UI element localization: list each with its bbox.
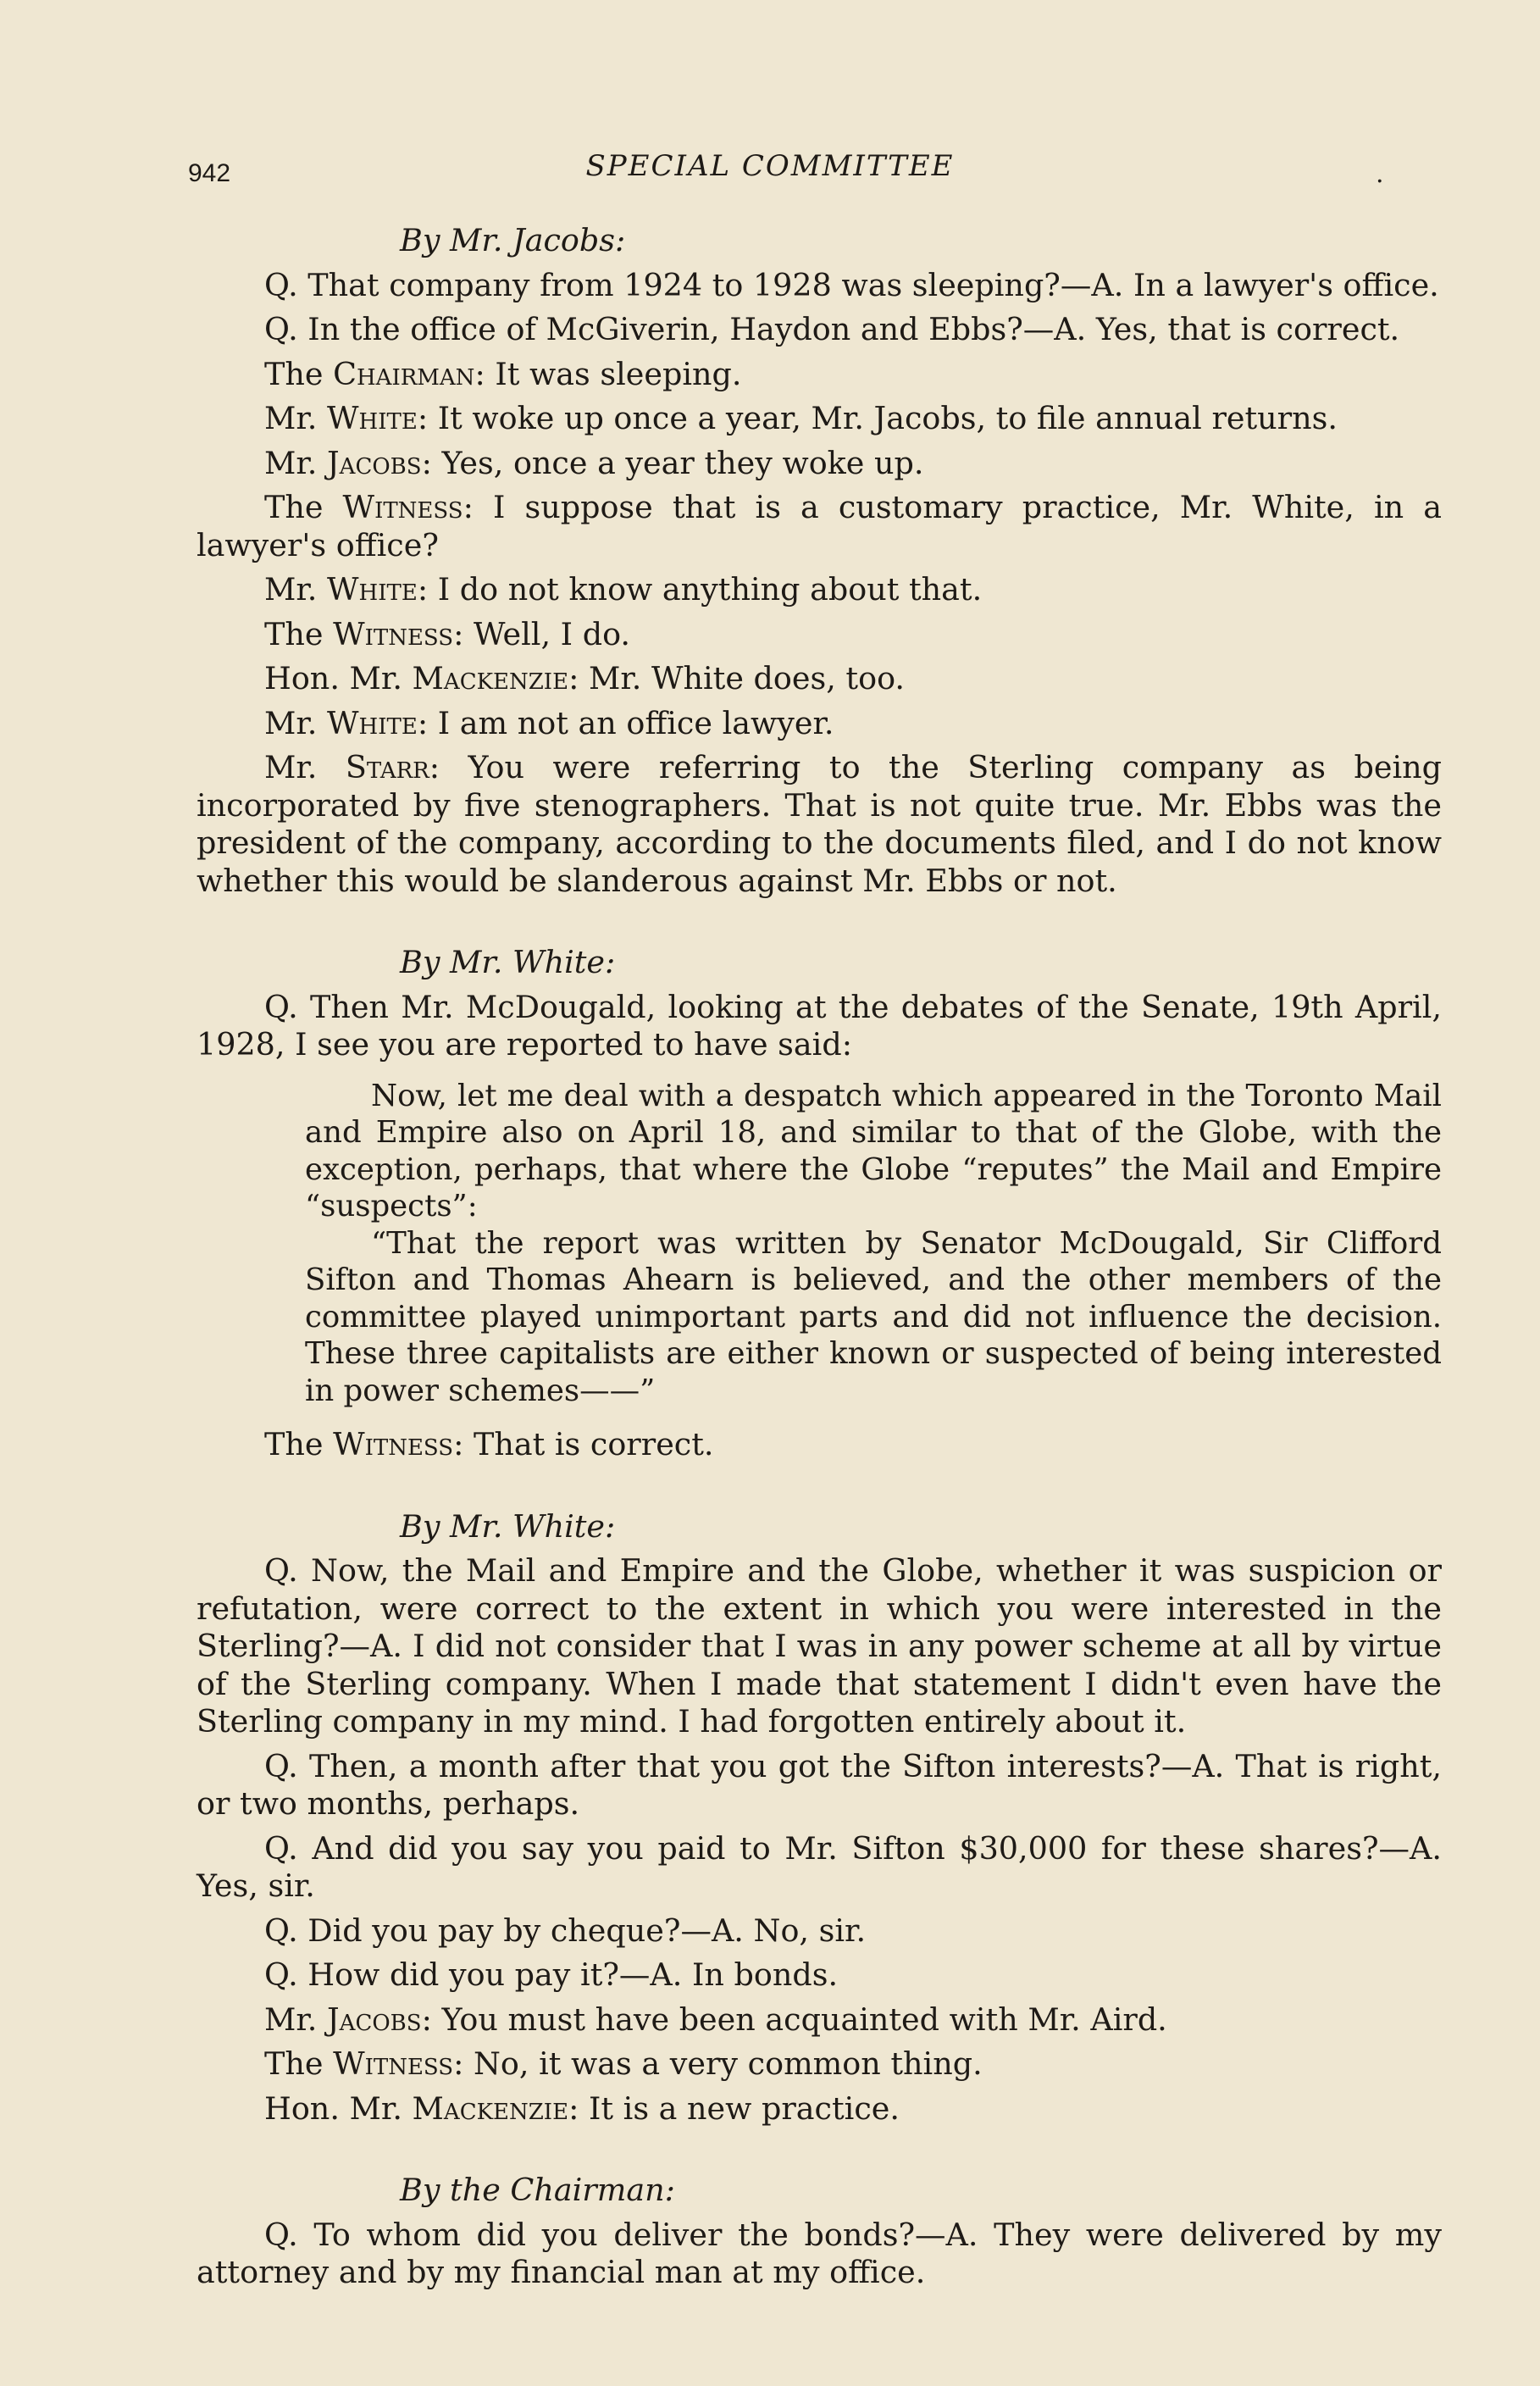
speaker-title: Mr. — [264, 571, 328, 608]
question-answer-paragraph: Q. Then, a month after that you got the Sifton interests?—A. That is right, or two months, perhaps. — [197, 1747, 1442, 1822]
speech-text: : No, it was a very common thing. — [453, 2045, 983, 2082]
running-title: SPECIAL COMMITTEE — [585, 149, 955, 183]
examiner-heading: By Mr. White: — [400, 1507, 616, 1545]
speaker-title: Mr. — [264, 749, 346, 785]
speaker-title: The — [264, 2045, 334, 2082]
speaker-title: The — [264, 489, 343, 525]
speaker-paragraph — [197, 705, 1442, 743]
speaker-title: Hon. Mr. — [264, 2089, 413, 2127]
section-gap — [197, 2134, 1442, 2172]
speech-text: : I do not know anything about that. — [417, 571, 983, 608]
speaker-name: Jacobs — [327, 444, 422, 481]
speech-text: : You must have been acquainted with Mr. Aird. — [421, 2000, 1167, 2038]
speaker-paragraph — [197, 1426, 1442, 1464]
speaker-paragraph — [197, 445, 1442, 483]
speaker-paragraph — [197, 2001, 1442, 2039]
speaker-name: Starr — [345, 749, 429, 785]
speaker-title: Mr. — [264, 444, 328, 481]
speech-text: : I suppose that is a customary practice, Mr. White, in a lawyer's office? — [197, 489, 1442, 563]
examiner-heading: By Mr. Jacobs: — [400, 222, 626, 258]
speaker-paragraph — [197, 660, 1442, 698]
speaker-name: Mackenzie — [412, 660, 569, 696]
question-answer-paragraph: Q. And did you say you paid to Mr. Sifton $30,000 for these shares?—A. Yes, sir. — [197, 1829, 1442, 1904]
question-answer-paragraph: Q. Did you pay by cheque?—A. No, sir. — [264, 1912, 867, 1949]
speaker-paragraph — [197, 356, 1442, 394]
speaker-title: The — [264, 1426, 334, 1462]
question-answer-paragraph: Q. Now, the Mail and Empire and the Globe, whether it was suspicion or refutation, were correct to the extent in which you were interested in the Sterling?—A. I did not consider that I was in any power scheme at all by virtue of the Sterling company. When I made that statement I didn't even have the Sterling company in my mind. I had forgotten entirely about it. — [197, 1552, 1442, 1740]
question-answer-paragraph: Q. Then Mr. McDougald, looking at the debates of the Senate, 19th April, 1928, I see you are reported to have said: — [197, 988, 1442, 1063]
speaker-paragraph — [197, 400, 1442, 438]
speaker-title: The — [264, 355, 334, 392]
speaker-name: Witness — [333, 1426, 454, 1462]
speech-text: : It was sleeping. — [474, 355, 742, 392]
quoted-paragraph: Now, let me deal with a despatch which appeared in the Toronto Mail and Empire also on April 18, and similar to that of the Globe, with the exception, perhaps, that where the Globe “reputes” the Mail and Empire “suspects”: — [305, 1078, 1442, 1224]
speaker-paragraph — [197, 2045, 1442, 2084]
speech-text: : You were referring to the Sterling company as being incorporated by five stenographers. That is not quite true. Mr. Ebbs was the president of the company, according to the documents filed, and I do not know whether this would be slanderous against Mr. Ebbs or not. — [197, 749, 1442, 899]
speaker-paragraph — [197, 616, 1442, 654]
speaker-name: Witness — [333, 615, 454, 652]
speaker-name: White — [327, 400, 418, 436]
speech-text: : I am not an office lawyer. — [417, 704, 834, 741]
examiner-heading: By the Chairman: — [400, 2172, 675, 2208]
speaker-name: Witness — [333, 2045, 454, 2082]
speaker-title: Mr. — [264, 704, 328, 741]
margin-mark: . — [1376, 159, 1384, 189]
question-answer-paragraph: Q. In the office of McGiverin, Haydon and Ebbs?—A. Yes, that is correct. — [264, 311, 1400, 347]
speaker-title: Hon. Mr. — [264, 660, 413, 696]
section-gap — [197, 907, 1442, 944]
speaker-paragraph — [197, 571, 1442, 609]
quoted-passage — [305, 1078, 1442, 1410]
examiner-heading: By Mr. White: — [400, 944, 616, 980]
speech-text: : It woke up once a year, Mr. Jacobs, to file annual returns. — [417, 400, 1338, 436]
speaker-name: Jacobs — [327, 2000, 422, 2038]
speaker-name: White — [327, 704, 418, 741]
speaker-name: White — [327, 571, 418, 608]
speaker-title: Mr. — [264, 400, 328, 436]
page-number: 942 — [188, 159, 231, 187]
speech-text: : Mr. White does, too. — [568, 660, 905, 696]
speaker-title: Mr. — [264, 2000, 328, 2038]
speaker-paragraph — [197, 2090, 1442, 2128]
speaker-name: Mackenzie — [412, 2089, 569, 2127]
document-body — [197, 222, 1442, 2299]
speaker-paragraph — [197, 489, 1442, 564]
question-answer-paragraph: Q. To whom did you deliver the bonds?—A. They were delivered by my attorney and by my financial man at my office. — [197, 2216, 1442, 2290]
section-gap — [197, 1471, 1442, 1508]
speech-text: : Well, I do. — [453, 615, 631, 652]
speaker-title: The — [264, 615, 334, 652]
speech-text: : Yes, once a year they woke up. — [421, 444, 924, 481]
question-answer-paragraph: Q. That company from 1924 to 1928 was sleeping?—A. In a lawyer's office. — [264, 266, 1439, 303]
speech-text: : That is correct. — [453, 1426, 714, 1462]
speech-text: : It is a new practice. — [568, 2089, 900, 2127]
speaker-name: Witness — [342, 489, 463, 525]
question-answer-paragraph: Q. How did you pay it?—A. In bonds. — [264, 1956, 839, 1993]
quoted-paragraph: “That the report was written by Senator McDougald, Sir Clifford Sifton and Thomas Ahearn is believed, and the other members of the committee played unimportant parts and did not influence the decision. These three capitalists are either known or suspected of being interested in power schemes——” — [305, 1225, 1442, 1408]
speaker-paragraph — [197, 749, 1442, 900]
speaker-name: Chairman — [333, 355, 475, 392]
